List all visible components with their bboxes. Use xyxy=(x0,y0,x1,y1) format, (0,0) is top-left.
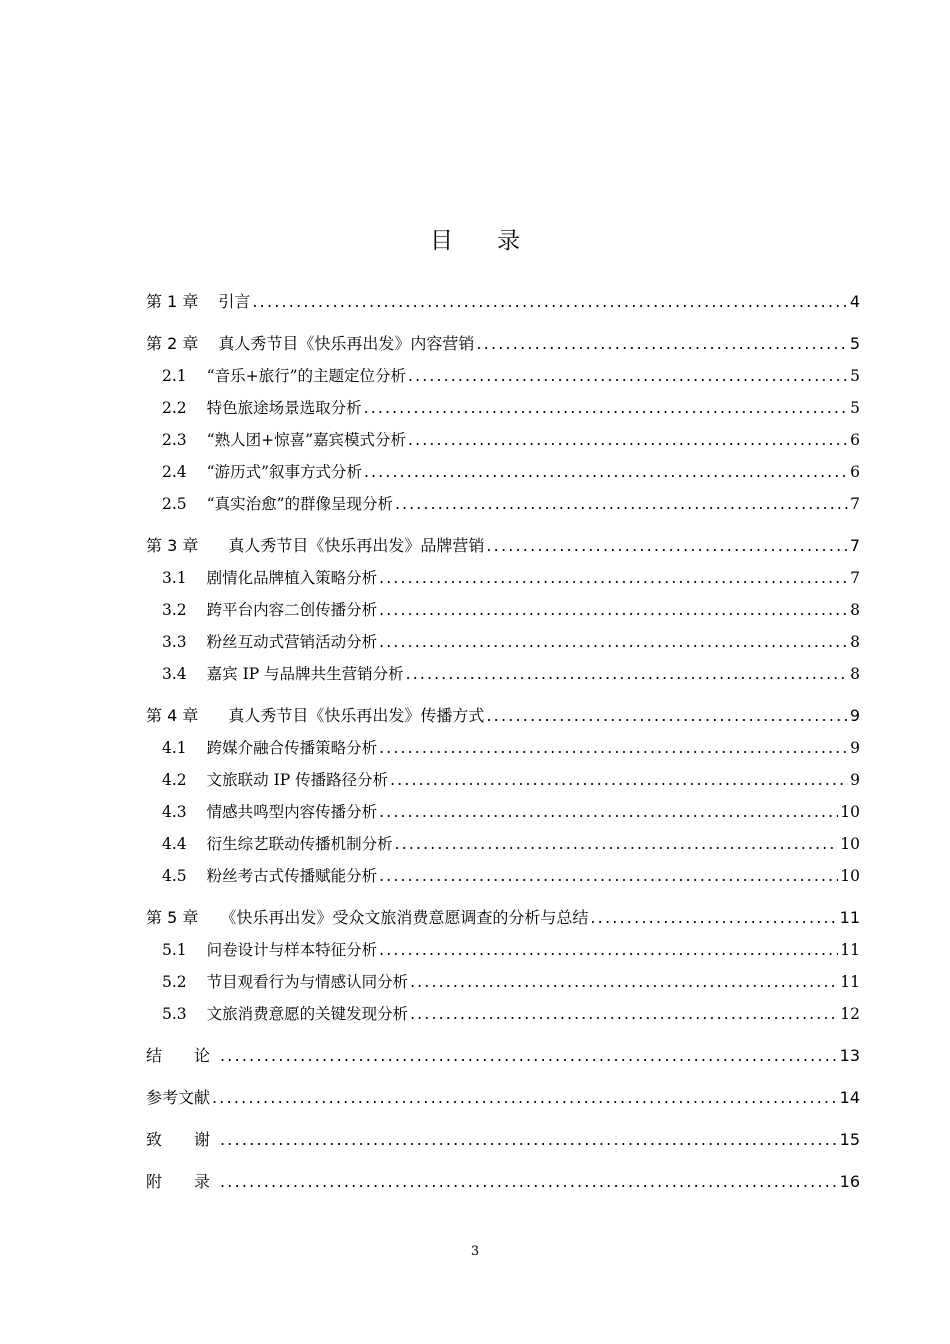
toc-entry-number: 第 2 章 xyxy=(146,334,199,353)
toc-leader-dots xyxy=(476,332,847,356)
toc-leader-dots xyxy=(590,906,837,930)
toc-section-entry xyxy=(146,428,860,452)
toc-chapter-entry xyxy=(146,1086,860,1110)
toc-entry-number: 第 4 章 xyxy=(146,706,199,725)
page-number: 3 xyxy=(470,1244,480,1259)
toc-entry-number: 第 3 章 xyxy=(146,536,199,555)
toc-leader-dots xyxy=(212,1086,838,1110)
toc-section-entry xyxy=(146,566,860,590)
toc-entry-page: 11 xyxy=(840,973,860,991)
toc-entry-number: 2.1 xyxy=(162,367,187,385)
toc-entry-page: 7 xyxy=(849,536,860,555)
toc-leader-dots xyxy=(486,534,847,558)
toc-chapter-entry xyxy=(146,290,860,314)
toc-entry-title: 粉丝考古式传播赋能分析 xyxy=(206,867,378,885)
toc-entry-page: 13 xyxy=(839,1046,860,1065)
toc-entry-number: 5.3 xyxy=(162,1005,187,1023)
toc-entry-number: 第 5 章 xyxy=(146,908,199,927)
toc-entry-title: 真人秀节目《快乐再出发》传播方式 xyxy=(228,706,485,725)
toc-entry-page: 6 xyxy=(850,463,860,481)
toc-section-entry xyxy=(146,662,860,686)
toc-leader-dots xyxy=(408,428,848,452)
toc-entry-number: 3.4 xyxy=(162,665,187,683)
toc-entry-number: 2.3 xyxy=(162,431,187,449)
toc-entry-page: 8 xyxy=(850,665,860,683)
toc-entry-title: 节目观看行为与情感认同分析 xyxy=(206,973,409,991)
toc-leader-dots xyxy=(220,1170,838,1194)
toc-entry-number: 5.2 xyxy=(162,973,187,991)
toc-leader-dots xyxy=(390,768,848,792)
toc-entry-number: 4.2 xyxy=(162,771,187,789)
toc-section-entry xyxy=(146,598,860,622)
toc-entry-number: 3.2 xyxy=(162,601,187,619)
toc-title: 目录 xyxy=(430,228,564,254)
toc-entry-number: 第 1 章 xyxy=(146,292,199,311)
toc-entry-number: 附 录 xyxy=(146,1172,219,1191)
toc-entry-title: “真实治愈”的群像呈现分析 xyxy=(206,495,394,513)
toc-leader-dots xyxy=(395,832,839,856)
toc-entry-title: 嘉宾 IP 与品牌共生营销分析 xyxy=(206,665,404,683)
toc-entry-number: 4.4 xyxy=(162,835,187,853)
toc-leader-dots xyxy=(252,290,847,314)
toc-entry-page: 7 xyxy=(850,569,860,587)
toc-entry-number: 结 论 xyxy=(146,1046,219,1065)
toc-leader-dots xyxy=(379,736,848,760)
toc-entry-number: 参考文献 xyxy=(146,1088,211,1107)
toc-entry-page: 6 xyxy=(850,431,860,449)
toc-leader-dots xyxy=(364,396,848,420)
toc-section-entry xyxy=(146,864,860,888)
toc-leader-dots xyxy=(379,800,838,824)
toc-leader-dots xyxy=(364,460,848,484)
toc-chapter-entry xyxy=(146,1170,860,1194)
toc-chapter-entry xyxy=(146,332,860,356)
toc-section-entry xyxy=(146,736,860,760)
toc-leader-dots xyxy=(406,662,849,686)
toc-entry-title: 剧情化品牌植入策略分析 xyxy=(206,569,378,587)
toc-leader-dots xyxy=(379,938,838,962)
toc-section-entry xyxy=(146,832,860,856)
toc-entry-title: “熟人团+惊喜”嘉宾模式分析 xyxy=(206,431,406,449)
toc-section-entry xyxy=(146,800,860,824)
toc-section-entry xyxy=(146,460,860,484)
toc-section-entry xyxy=(146,970,860,994)
toc-entry-page: 10 xyxy=(840,867,860,885)
toc-entry-title: 文旅消费意愿的关键发现分析 xyxy=(206,1005,409,1023)
toc-entry-page: 15 xyxy=(839,1130,860,1149)
toc-entry-number: 2.4 xyxy=(162,463,187,481)
toc-chapter-entry xyxy=(146,1044,860,1068)
toc-section-entry xyxy=(146,768,860,792)
toc-entry-number: 4.3 xyxy=(162,803,187,821)
toc-entry-number: 2.2 xyxy=(162,399,187,417)
toc-entry-title: 引言 xyxy=(218,292,251,311)
toc-chapter-entry xyxy=(146,534,860,558)
toc-entry-page: 11 xyxy=(840,941,860,959)
toc-entry-title: 《快乐再出发》受众文旅消费意愿调查的分析与总结 xyxy=(220,908,589,927)
toc-entry-page: 11 xyxy=(839,908,860,927)
toc-entry-title: 真人秀节目《快乐再出发》品牌营销 xyxy=(228,536,485,555)
toc-entry-number: 5.1 xyxy=(162,941,187,959)
toc-entry-title: “游历式”叙事方式分析 xyxy=(206,463,363,481)
toc-entry-page: 9 xyxy=(850,739,860,757)
toc-section-entry xyxy=(146,938,860,962)
toc-entry-number: 4.5 xyxy=(162,867,187,885)
toc-entry-page: 5 xyxy=(849,334,860,353)
toc-leader-dots xyxy=(486,704,847,728)
toc-entry-page: 5 xyxy=(850,399,860,417)
toc-entry-page: 14 xyxy=(839,1088,860,1107)
toc-section-entry xyxy=(146,492,860,516)
toc-entry-title: 跨媒介融合传播策略分析 xyxy=(206,739,378,757)
toc-entry-page: 8 xyxy=(850,633,860,651)
toc-leader-dots xyxy=(220,1128,838,1152)
toc-chapter-entry xyxy=(146,906,860,930)
toc-entry-title: 真人秀节目《快乐再出发》内容营销 xyxy=(218,334,475,353)
table-of-contents xyxy=(146,286,860,1206)
toc-entry-title: “音乐+旅行”的主题定位分析 xyxy=(206,367,406,385)
toc-leader-dots xyxy=(379,630,848,654)
toc-entry-page: 10 xyxy=(840,803,860,821)
toc-chapter-entry xyxy=(146,1128,860,1152)
toc-entry-title: 文旅联动 IP 传播路径分析 xyxy=(206,771,389,789)
toc-entry-number: 4.1 xyxy=(162,739,187,757)
toc-leader-dots xyxy=(408,364,848,388)
toc-entry-page: 9 xyxy=(850,771,860,789)
toc-leader-dots xyxy=(395,492,848,516)
toc-entry-number: 2.5 xyxy=(162,495,187,513)
toc-entry-number: 3.1 xyxy=(162,569,187,587)
toc-section-entry xyxy=(146,364,860,388)
toc-entry-page: 10 xyxy=(840,835,860,853)
toc-entry-page: 9 xyxy=(849,706,860,725)
toc-entry-page: 7 xyxy=(850,495,860,513)
toc-leader-dots xyxy=(379,598,848,622)
toc-entry-title: 跨平台内容二创传播分析 xyxy=(206,601,378,619)
toc-leader-dots xyxy=(410,970,838,994)
toc-entry-title: 情感共鸣型内容传播分析 xyxy=(206,803,378,821)
toc-leader-dots xyxy=(379,566,848,590)
toc-entry-title: 粉丝互动式营销活动分析 xyxy=(206,633,378,651)
toc-section-entry xyxy=(146,396,860,420)
toc-entry-page: 12 xyxy=(840,1005,860,1023)
toc-entry-title: 特色旅途场景选取分析 xyxy=(206,399,362,417)
toc-entry-number: 致 谢 xyxy=(146,1130,219,1149)
toc-entry-page: 8 xyxy=(850,601,860,619)
toc-leader-dots xyxy=(379,864,838,888)
toc-leader-dots xyxy=(410,1002,838,1026)
toc-entry-number: 3.3 xyxy=(162,633,187,651)
toc-entry-title: 衍生综艺联动传播机制分析 xyxy=(206,835,393,853)
toc-section-entry xyxy=(146,1002,860,1026)
toc-entry-page: 5 xyxy=(850,367,860,385)
toc-entry-page: 16 xyxy=(839,1172,860,1191)
toc-entry-title: 问卷设计与样本特征分析 xyxy=(206,941,378,959)
toc-leader-dots xyxy=(220,1044,838,1068)
toc-section-entry xyxy=(146,630,860,654)
toc-chapter-entry xyxy=(146,704,860,728)
toc-entry-page: 4 xyxy=(849,292,860,311)
